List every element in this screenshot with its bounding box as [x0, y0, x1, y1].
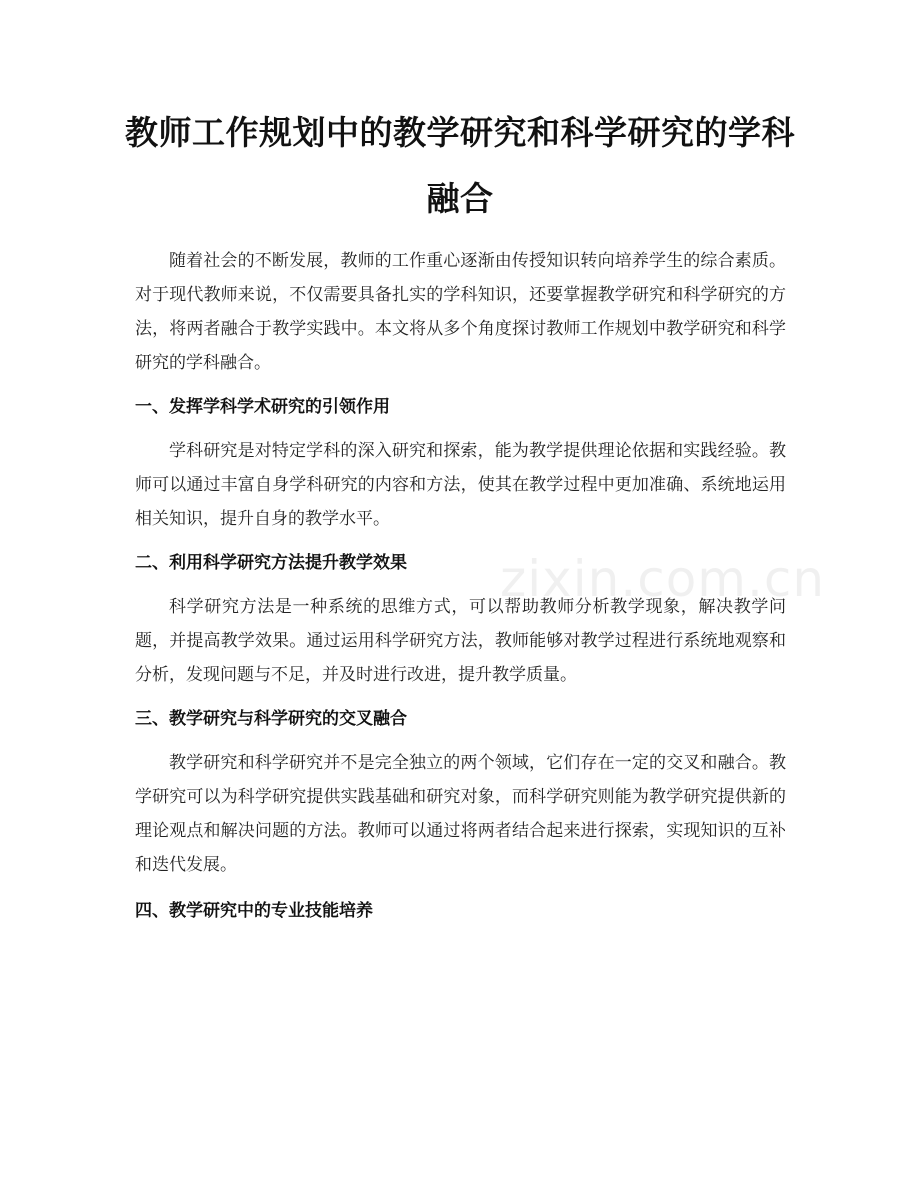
document-body	[135, 244, 786, 938]
section-paragraph: 教学研究和科学研究并不是完全独立的两个领域，它们存在一定的交叉和融合。教学研究可以为科学研究提供实践基础和研究对象，而科学研究则能为教学研究提供新的理论观点和解决问题的方法。教师可以通过将两者结合起来进行探索，实现知识的互补和迭代发展。	[135, 753, 786, 875]
document-title: 教师工作规划中的教学研究和科学研究的学科融合	[125, 113, 795, 218]
intro-paragraph: 随着社会的不断发展，教师的工作重心逐渐由传授知识转向培养学生的综合素质。对于现代教师来说，不仅需要具备扎实的学科知识，还要掌握教学研究和科学研究的方法，将两者融合于教学实践中。本文将从多个角度探讨教师工作规划中教学研究和科学研究的学科融合。	[135, 251, 786, 373]
section-paragraph: 科学研究方法是一种系统的思维方式，可以帮助教师分析教学现象，解决教学问题，并提高教学效果。通过运用科学研究方法，教师能够对教学过程进行系统地观察和分析，发现问题与不足，并及时进行改进，提升教学质量。	[135, 597, 786, 685]
section-heading: 二、利用科学研究方法提升教学效果	[135, 553, 407, 573]
section-heading: 四、教学研究中的专业技能培养	[135, 901, 373, 921]
section-heading: 一、发挥学科学术研究的引领作用	[135, 397, 390, 417]
section-1	[135, 390, 786, 536]
section-2	[135, 546, 786, 692]
watermark: zixin.com.cn	[500, 550, 826, 608]
section-heading: 三、教学研究与科学研究的交叉融合	[135, 709, 407, 729]
section-3	[135, 702, 786, 882]
section-4	[135, 894, 786, 928]
section-paragraph: 学科研究是对特定学科的深入研究和探索，能为教学提供理论依据和实践经验。教师可以通过丰富自身学科研究的内容和方法，使其在教学过程中更加准确、系统地运用相关知识，提升自身的教学水平。	[135, 441, 786, 529]
